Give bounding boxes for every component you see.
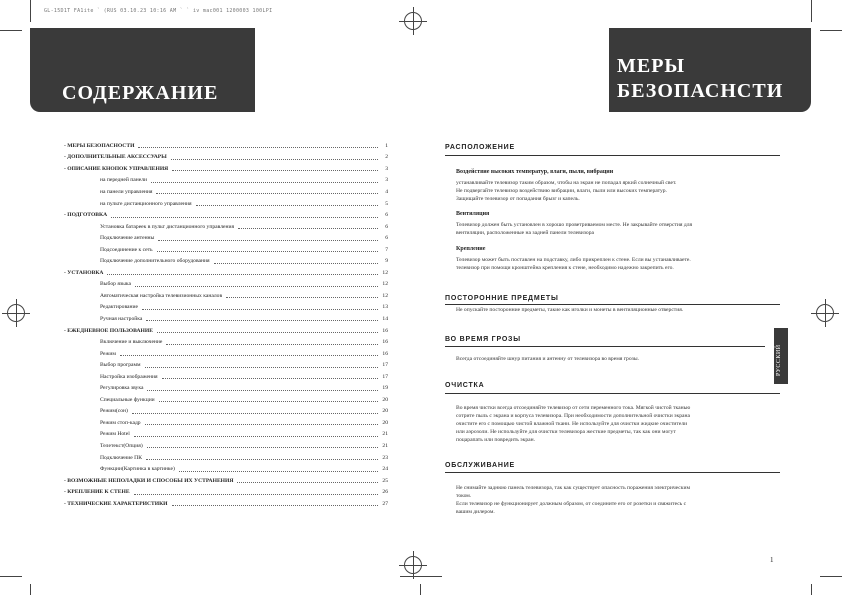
toc-entry[interactable] <box>64 417 388 429</box>
toc-entry-label: Режим <box>100 350 116 357</box>
section-rule <box>445 155 780 156</box>
crop-mark <box>30 584 31 595</box>
paragraph <box>456 221 692 237</box>
toc-leader-dots <box>147 390 378 391</box>
toc-entry-label: Редактирование <box>100 304 138 311</box>
text-line: вентиляции, расположенные на задней панели телевизора <box>456 230 594 236</box>
toc-entry-label: на пульте дистанционного управления <box>100 200 192 207</box>
toc-entry[interactable] <box>64 440 388 452</box>
registration-mark <box>7 304 25 322</box>
toc-entry-page: 20 <box>382 408 388 415</box>
toc-entry-label: Режим стоп-кадр <box>100 419 141 426</box>
toc-entry-label: - КРЕПЛЕНИЕ К СТЕНЕ <box>64 489 130 496</box>
toc-leader-dots <box>146 320 378 321</box>
toc-entry[interactable] <box>64 186 388 198</box>
toc-leader-dots <box>238 228 378 229</box>
paragraph <box>456 256 691 272</box>
toc-entry[interactable] <box>64 371 388 383</box>
toc-leader-dots <box>157 251 378 252</box>
toc-leader-dots <box>171 159 378 160</box>
toc-entry-page: 20 <box>382 419 388 426</box>
toc-entry-label: Функции(Картинка в картинке) <box>100 466 175 473</box>
toc-leader-dots <box>138 147 378 148</box>
crop-mark <box>0 30 22 31</box>
toc-entry-label: Установка батарeек в пульт дистанционного управления <box>100 223 235 230</box>
toc-entry-page: 12 <box>382 269 388 276</box>
text-line: током. <box>456 493 472 499</box>
toc-entry-label: Подключение антенны <box>100 235 155 242</box>
toc-entry-page: 7 <box>385 246 388 253</box>
crop-mark <box>811 0 812 22</box>
toc-entry-label: Настройка изображения <box>100 373 158 380</box>
crop-mark <box>820 576 842 577</box>
text-line: Во время чистки всегда отсоединяйте телевизор от сети переменного тока. Мягкой чистой тканью <box>456 405 691 411</box>
toc-entry-page: 6 <box>385 235 388 242</box>
toc-leader-dots <box>172 505 378 506</box>
toc-entry-page: 24 <box>382 466 388 473</box>
toc-leader-dots <box>107 274 378 275</box>
crop-mark <box>0 576 22 577</box>
toc-entry-label: Режим Hotel <box>100 431 130 438</box>
toc-leader-dots <box>120 355 378 356</box>
toc-leader-dots <box>156 193 378 194</box>
toc-entry-label: Подсоединение к сеть <box>100 246 153 253</box>
text-line: Не снимайте заднюю панель телевизора, так как существует опасность поражения электрическим <box>456 485 691 491</box>
toc-entry-label: - ПОДГОТОВКА <box>64 212 108 219</box>
language-tab-label: РУССКИЙ <box>776 344 782 376</box>
text-line: Не опускайте посторонние предметы, такие как иголки и монеты в вентиляционные отверстия. <box>456 307 684 313</box>
toc-entry-page: 3 <box>385 177 388 184</box>
contents-banner <box>30 28 255 112</box>
crop-mark <box>30 0 31 22</box>
toc-leader-dots <box>135 286 378 287</box>
toc-entry-page: 17 <box>382 373 388 380</box>
toc-entry-page: 12 <box>382 292 388 299</box>
section-title-foreign: ПОСТОРОННИЕ ПРЕДМЕТЫ <box>445 295 559 302</box>
toc-entry-page: 20 <box>382 396 388 403</box>
text-line: Телевизор может быть поставлен на подставку, либо прикреплен к стене. Если вы устанавливаете. <box>456 257 691 263</box>
section-title-placement: РАСПОЛОЖЕНИЕ <box>445 144 515 151</box>
toc-entry[interactable] <box>64 152 388 164</box>
toc-leader-dots <box>134 436 378 437</box>
text-line: телевизор при помощи кронштейна крепления к стене, необходимо надежно закрепить его. <box>456 265 674 271</box>
toc-entry[interactable] <box>64 429 388 441</box>
section-rule <box>445 393 780 394</box>
toc-leader-dots <box>196 205 378 206</box>
toc-entry[interactable] <box>64 244 388 256</box>
toc-entry-label: Выбор языка <box>100 281 131 288</box>
page-number: 1 <box>770 556 774 564</box>
toc-entry-page: 26 <box>382 489 388 496</box>
paragraph <box>456 484 690 516</box>
toc-entry-page: 17 <box>382 362 388 369</box>
paragraph <box>456 355 639 363</box>
toc-entry[interactable] <box>64 232 388 244</box>
text-line: Если телевизор не функционирует должным образом, от соедините его от розетки и свяжитесь с <box>456 501 687 507</box>
printer-header: GL-15D1T FA1ite ` (RUS 03.10.23 10:16 AM ` ` iv mac001 1200003 100LPI <box>44 8 273 14</box>
subsection-title: Воздействие высоких температур, влаги, пыли, вибрации <box>456 169 614 175</box>
toc-entry[interactable] <box>64 302 388 314</box>
toc-entry-label: Ручная настройка <box>100 315 143 322</box>
toc-entry-page: 23 <box>382 454 388 461</box>
registration-mark <box>816 304 834 322</box>
toc-entry-page: 2 <box>385 154 388 161</box>
toc-entry-label: на панели управления <box>100 188 153 195</box>
toc-entry-page: 13 <box>382 304 388 311</box>
toc-entry-label: - ОПИСАНИЕ КНОПОК УПРАВЛЕНИЯ <box>64 165 169 172</box>
toc-entry-label: - ВОЗМОЖНЫЕ НЕПОЛАДКИ И СПОСОБЫ ИХ УСТРАНЕНИЯ <box>64 477 234 484</box>
toc-entry[interactable] <box>64 198 388 210</box>
crop-mark <box>811 584 812 595</box>
toc-entry-page: 14 <box>382 315 388 322</box>
text-line: Защищайте телевизор от попадания брызг и капель. <box>456 196 580 202</box>
toc-entry-page: 16 <box>382 350 388 357</box>
toc-entry[interactable] <box>64 313 388 325</box>
toc-leader-dots <box>147 447 378 448</box>
toc-entry-label: Выбор программ <box>100 362 141 369</box>
text-line: вашим дилером. <box>456 509 495 515</box>
toc-entry[interactable] <box>64 498 388 510</box>
toc-entry-page: 25 <box>382 477 388 484</box>
toc-entry[interactable] <box>64 175 388 187</box>
toc-entry-label: - ЕЖЕДНЕВНОЕ ПОЛЬЗОВАНИЕ <box>64 327 153 334</box>
toc-entry[interactable] <box>64 486 388 498</box>
toc-leader-dots <box>146 459 378 460</box>
toc-entry[interactable] <box>64 163 388 175</box>
toc-entry-page: 4 <box>385 188 388 195</box>
toc-leader-dots <box>145 424 378 425</box>
text-line: Телевизор должен быть установлен в хорошо проветриваемом месте. Не закрывайте отверстия для <box>456 222 693 228</box>
toc-leader-dots <box>132 413 378 414</box>
toc-entry-label: Телетекст(Опция) <box>100 442 143 449</box>
text-line: Не подвергайте телевизор воздействию вибрации, влаги, пыли или высоких температур. <box>456 188 667 194</box>
toc-entry-page: 16 <box>382 327 388 334</box>
toc-entry[interactable] <box>64 279 388 291</box>
toc-leader-dots <box>237 482 378 483</box>
paragraph <box>456 404 690 444</box>
toc-entry-label: Регулировка звука <box>100 385 144 392</box>
toc-leader-dots <box>142 309 378 310</box>
toc-leader-dots <box>226 297 378 298</box>
toc-entry-label: - УСТАНОВКА <box>64 269 104 276</box>
toc-entry[interactable] <box>64 255 388 267</box>
toc-leader-dots <box>151 182 378 183</box>
subsection-title: Вентиляция <box>456 211 490 217</box>
toc-leader-dots <box>214 263 378 264</box>
toc-leader-dots <box>157 332 378 333</box>
toc-entry[interactable] <box>64 336 388 348</box>
toc-leader-dots <box>166 344 378 345</box>
toc-entry-label: Специальные функции <box>100 396 155 403</box>
toc-leader-dots <box>179 471 378 472</box>
toc-entry[interactable] <box>64 221 388 233</box>
crop-mark <box>820 30 842 31</box>
toc-entry-page: 1 <box>385 142 388 149</box>
safety-banner <box>609 28 811 112</box>
toc-entry[interactable] <box>64 325 388 337</box>
toc-entry-label: Подключение дополнительного оборудования <box>100 258 210 265</box>
toc-entry-label: Режим(сон) <box>100 408 128 415</box>
toc-leader-dots <box>111 217 378 218</box>
toc-entry-page: 3 <box>385 165 388 172</box>
section-title-storm: ВО ВРЕМЯ ГРОЗЫ <box>445 336 521 343</box>
toc-entry-label: Автоматическая настройка телевизионных каналов <box>100 292 223 299</box>
toc-entry[interactable] <box>64 209 388 221</box>
paragraph <box>456 179 676 203</box>
crop-mark <box>400 576 442 577</box>
toc-entry[interactable] <box>64 382 388 394</box>
toc-entry[interactable] <box>64 475 388 487</box>
toc-entry-page: 5 <box>385 200 388 207</box>
page-title: СОДЕРЖАНИЕ <box>62 82 219 104</box>
text-line: очистите его с помощью чистой влажной ткани. Не используйте для очистки жидкие очистители <box>456 421 688 427</box>
toc-entry-page: 21 <box>382 431 388 438</box>
text-line: устанавливайте телевизор таким образом, чтобы на экран не попадал яркий солнечный свет. <box>456 180 677 186</box>
toc-entry-label: - МЕРЫ БЕЗОПАСНОСТИ <box>64 142 135 149</box>
toc-leader-dots <box>172 170 378 171</box>
toc-entry-label: Включение и выключение <box>100 339 163 346</box>
subsection-title: Крепление <box>456 246 486 252</box>
toc-entry-label: на передней панели <box>100 177 148 184</box>
section-rule <box>445 346 765 347</box>
toc-entry-page: 27 <box>382 500 388 507</box>
crop-mark <box>420 584 421 595</box>
toc-entry[interactable] <box>64 140 388 152</box>
registration-mark <box>404 556 422 574</box>
paragraph <box>456 306 683 314</box>
text-line: или аэрозоли. Не используйте для очистки телевизора жесткие предметы, так как они могут <box>456 429 676 435</box>
toc-entry[interactable] <box>64 290 388 302</box>
section-rule <box>445 304 780 305</box>
toc-entry-page: 19 <box>382 385 388 392</box>
section-title-service: ОБСЛУЖИВАНИЕ <box>445 462 516 469</box>
toc-entry-page: 16 <box>382 339 388 346</box>
toc-entry[interactable] <box>64 394 388 406</box>
toc-leader-dots <box>162 378 378 379</box>
toc-leader-dots <box>145 367 378 368</box>
toc-leader-dots <box>158 240 378 241</box>
toc-entry[interactable] <box>64 359 388 371</box>
toc-entry-page: 6 <box>385 212 388 219</box>
toc-entry-page: 6 <box>385 223 388 230</box>
text-line: сотрите пыль с экрана и корпуса телевизора. При необходимости дополнительной очистки экрана <box>456 413 690 419</box>
toc-entry[interactable] <box>64 452 388 464</box>
toc-entry-label: Подключение ПК <box>100 454 142 461</box>
toc-entry-page: 12 <box>382 281 388 288</box>
page-title-line1: МЕРЫ <box>617 55 686 77</box>
page-title-line2: БЕЗОПАСНСТИ <box>617 80 784 102</box>
toc-entry-label: - ТЕХНИЧЕСКИЕ ХАРАКТЕРИСТИКИ <box>64 500 168 507</box>
toc-entry-page: 9 <box>385 258 388 265</box>
registration-mark <box>404 12 422 30</box>
toc-leader-dots <box>159 401 378 402</box>
toc-entry[interactable] <box>64 406 388 418</box>
toc-entry-page: 21 <box>382 442 388 449</box>
section-title-cleaning: ОЧИСТКА <box>445 382 485 389</box>
toc-leader-dots <box>134 494 378 495</box>
toc-entry[interactable] <box>64 463 388 475</box>
text-line: поцарапать или повредить экран. <box>456 437 536 443</box>
text-line: Всегда отсоединяйте шнур питания и антенну от телевизора во время грозы. <box>456 356 639 362</box>
toc-entry-label: - ДОПОЛНИТЕЛЬНЫЕ АКСЕССУАРЫ <box>64 154 167 161</box>
table-of-contents <box>64 140 388 510</box>
language-tab <box>774 328 788 384</box>
section-rule <box>445 472 780 473</box>
toc-entry[interactable] <box>64 348 388 360</box>
toc-entry[interactable] <box>64 267 388 279</box>
